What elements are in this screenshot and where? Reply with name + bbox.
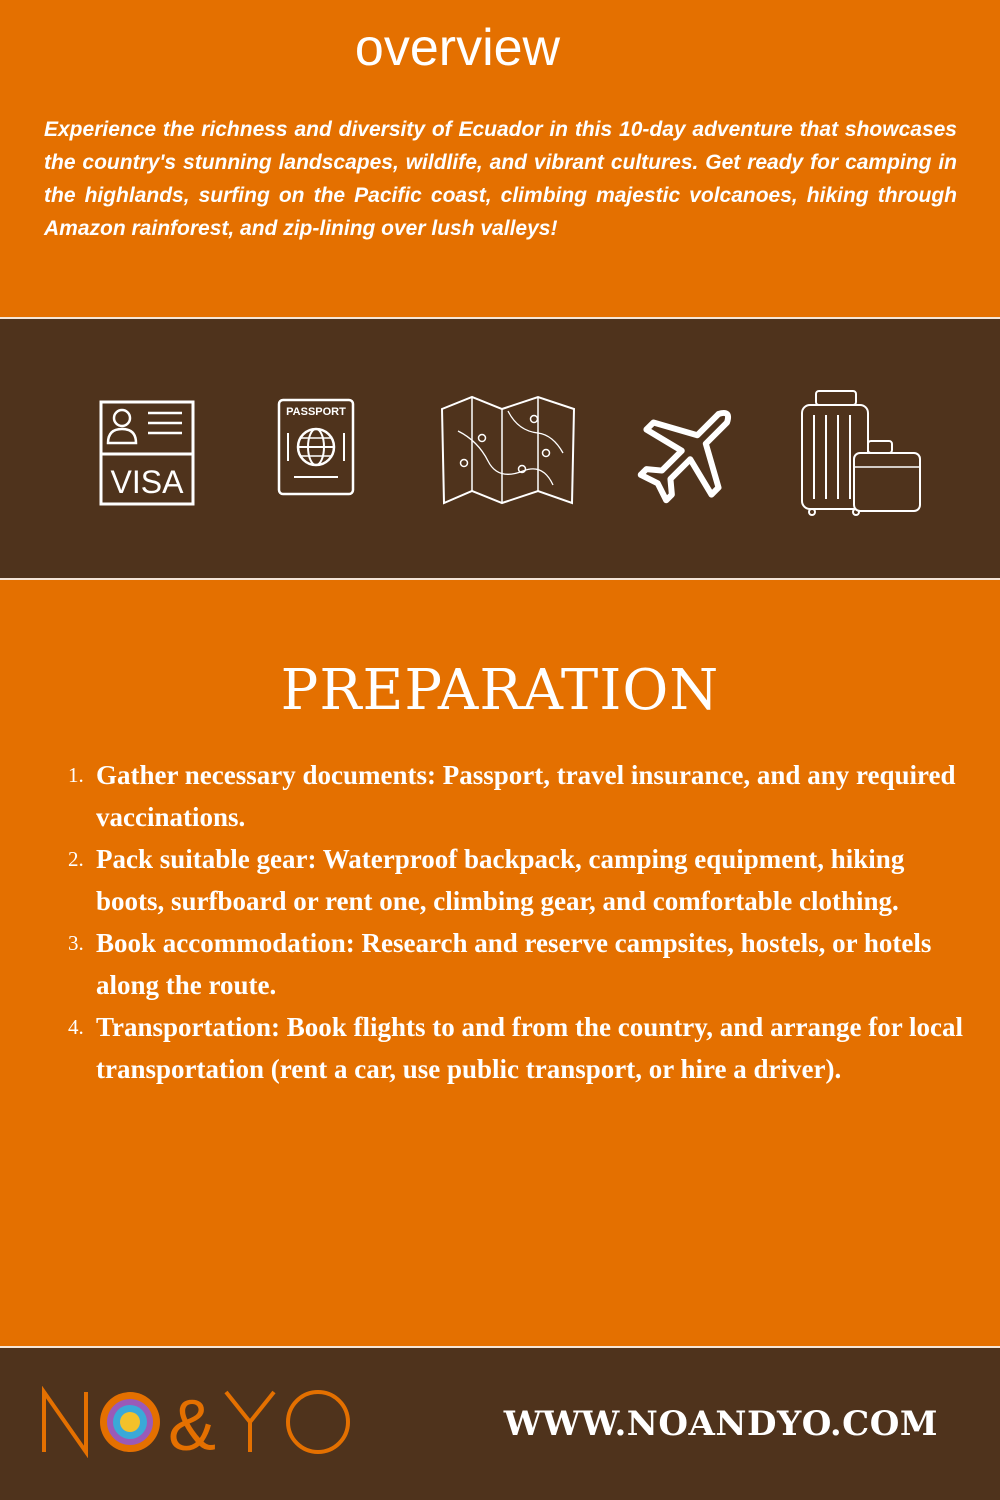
list-item <box>68 754 966 838</box>
website-link[interactable]: WWW.NOANDYO.COM <box>503 1404 938 1444</box>
svg-text:&: & <box>168 1386 217 1458</box>
list-item-number: 3. <box>68 931 84 955</box>
preparation-list <box>68 754 966 1090</box>
list-item-number: 2. <box>68 847 84 871</box>
list-item-number: 1. <box>68 763 84 787</box>
passport-label: PASSPORT <box>286 406 346 418</box>
visa-label: VISA <box>110 464 184 500</box>
icon-band <box>0 317 1000 580</box>
list-item <box>68 1006 966 1090</box>
list-item-text: Pack suitable gear: Waterproof backpack, camping equipment, hiking boots, surfboard or rent one, climbing gear, and comfortable clothing. <box>96 844 905 916</box>
footer <box>0 1346 1000 1500</box>
airplane-icon <box>626 397 746 515</box>
list-item-number: 4. <box>68 1015 84 1039</box>
luggage-icon <box>798 387 924 517</box>
list-item-text: Gather necessary documents: Passport, travel insurance, and any required vaccinations. <box>96 760 956 832</box>
overview-text: Experience the richness and diversity of Ecuador in this 10-day adventure that showcases the country's stunning landscapes, wildlife, and vibrant cultures. Get ready for camping in the highlands, surfing on the Pacific coast, climbing majestic volcanoes, hiking through Amazon rainforest, and zip-lining over lush valleys! <box>44 118 957 240</box>
passport-icon <box>276 397 356 497</box>
visa-icon <box>98 399 196 507</box>
list-item <box>68 922 966 1006</box>
list-item-text: Transportation: Book flights to and from the country, and arrange for local transportation (rent a car, use public transport, or hire a driver). <box>96 1012 964 1084</box>
preparation-title: PREPARATION <box>280 658 720 723</box>
noyo-logo[interactable] <box>40 1386 360 1458</box>
map-icon <box>438 391 578 509</box>
list-item-text: Book accommodation: Research and reserve campsites, hostels, or hotels along the route. <box>96 928 932 1000</box>
list-item <box>68 838 966 922</box>
overview-title: overview <box>354 19 561 77</box>
